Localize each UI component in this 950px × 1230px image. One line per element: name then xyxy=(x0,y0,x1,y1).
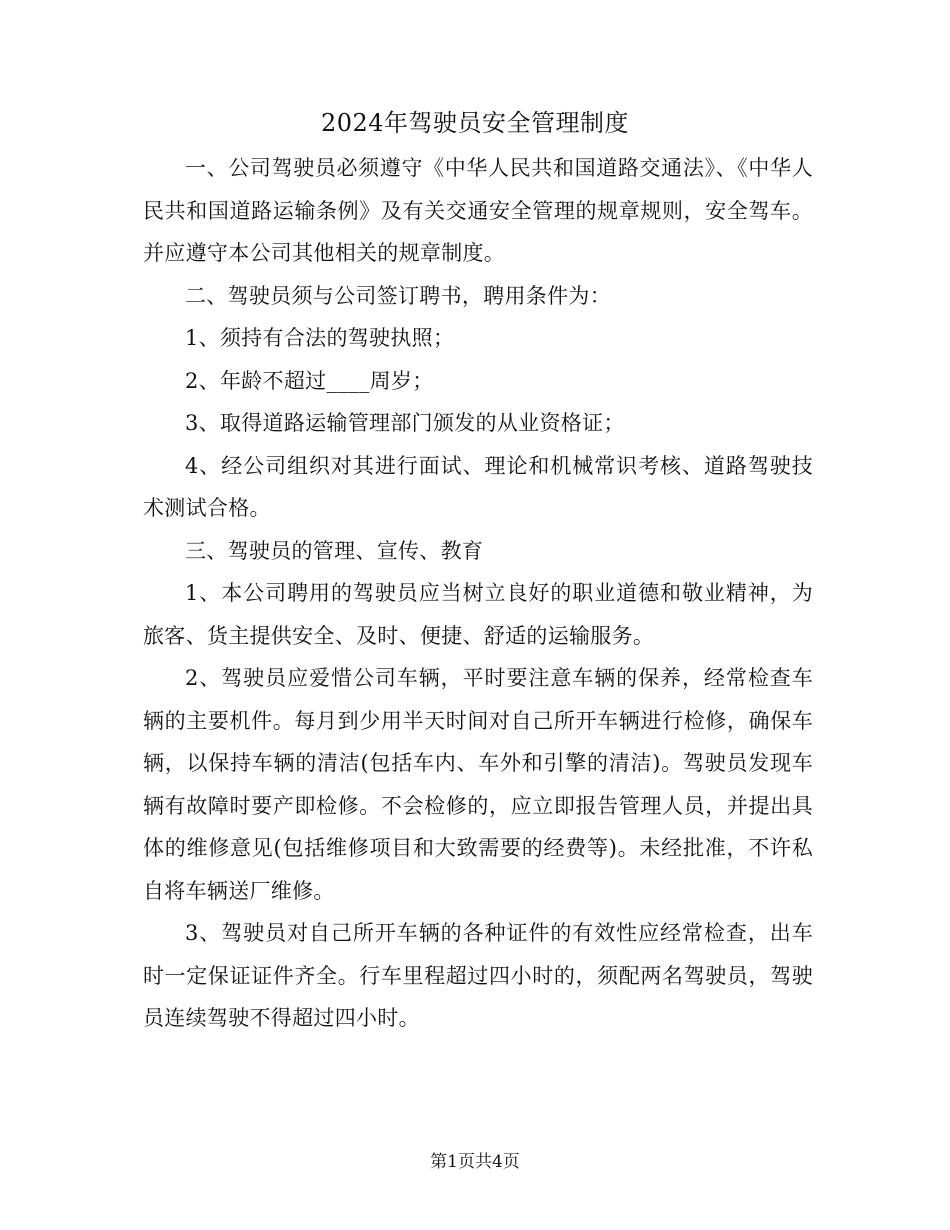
paragraph: 4、经公司组织对其进行面试、理论和机械常识考核、道路驾驶技术测试合格。 xyxy=(143,453,813,520)
paragraph: 二、驾驶员须与公司签订聘书，聘用条件为： xyxy=(185,283,611,308)
page-number: 第1页共4页 xyxy=(430,1152,520,1172)
paragraph: 三、驾驶员的管理、宣传、教育 xyxy=(185,538,484,563)
paragraph: 2、驾驶员应爱惜公司车辆，平时要注意车辆的保养，经常检查车辆的主要机件。每月到少用半天时间对自己所开车辆进行检修，确保车辆，以保持车辆的清洁(包括车内、车外和引擎的清洁)。驾驶员发现车辆有故障时要产即检修。不会检修的，应立即报告管理人员，并提出具体的维修意见(包括维修项目和大致需要的经费等)。未经批准，不许私自将车辆送厂维修。 xyxy=(143,666,813,903)
paragraph: 一、公司驾驶员必须遵守《中华人民共和国道路交通法》、《中华人民共和国道路运输条例》及有关交通安全管理的规章规则，安全驾车。并应遵守本公司其他相关的规章制度。 xyxy=(143,156,813,265)
paragraph: 1、本公司聘用的驾驶员应当树立良好的职业道德和敬业精神，为旅客、货主提供安全、及时、便捷、舒适的运输服务。 xyxy=(143,581,813,648)
paragraph: 2、年龄不超过____周岁； xyxy=(185,368,434,393)
paragraph: 1、须持有合法的驾驶执照； xyxy=(185,326,455,350)
document-title: 2024年驾驶员安全管理制度 xyxy=(320,109,630,137)
paragraph: 3、驾驶员对自己所开车辆的各种证件的有效性应经常检查，出车时一定保证证件齐全。行车里程超过四小时的，须配两名驾驶员，驾驶员连续驾驶不得超过四小时。 xyxy=(143,921,813,1030)
document-body xyxy=(143,147,813,1040)
paragraph: 3、取得道路运输管理部门颁发的从业资格证； xyxy=(185,411,625,435)
